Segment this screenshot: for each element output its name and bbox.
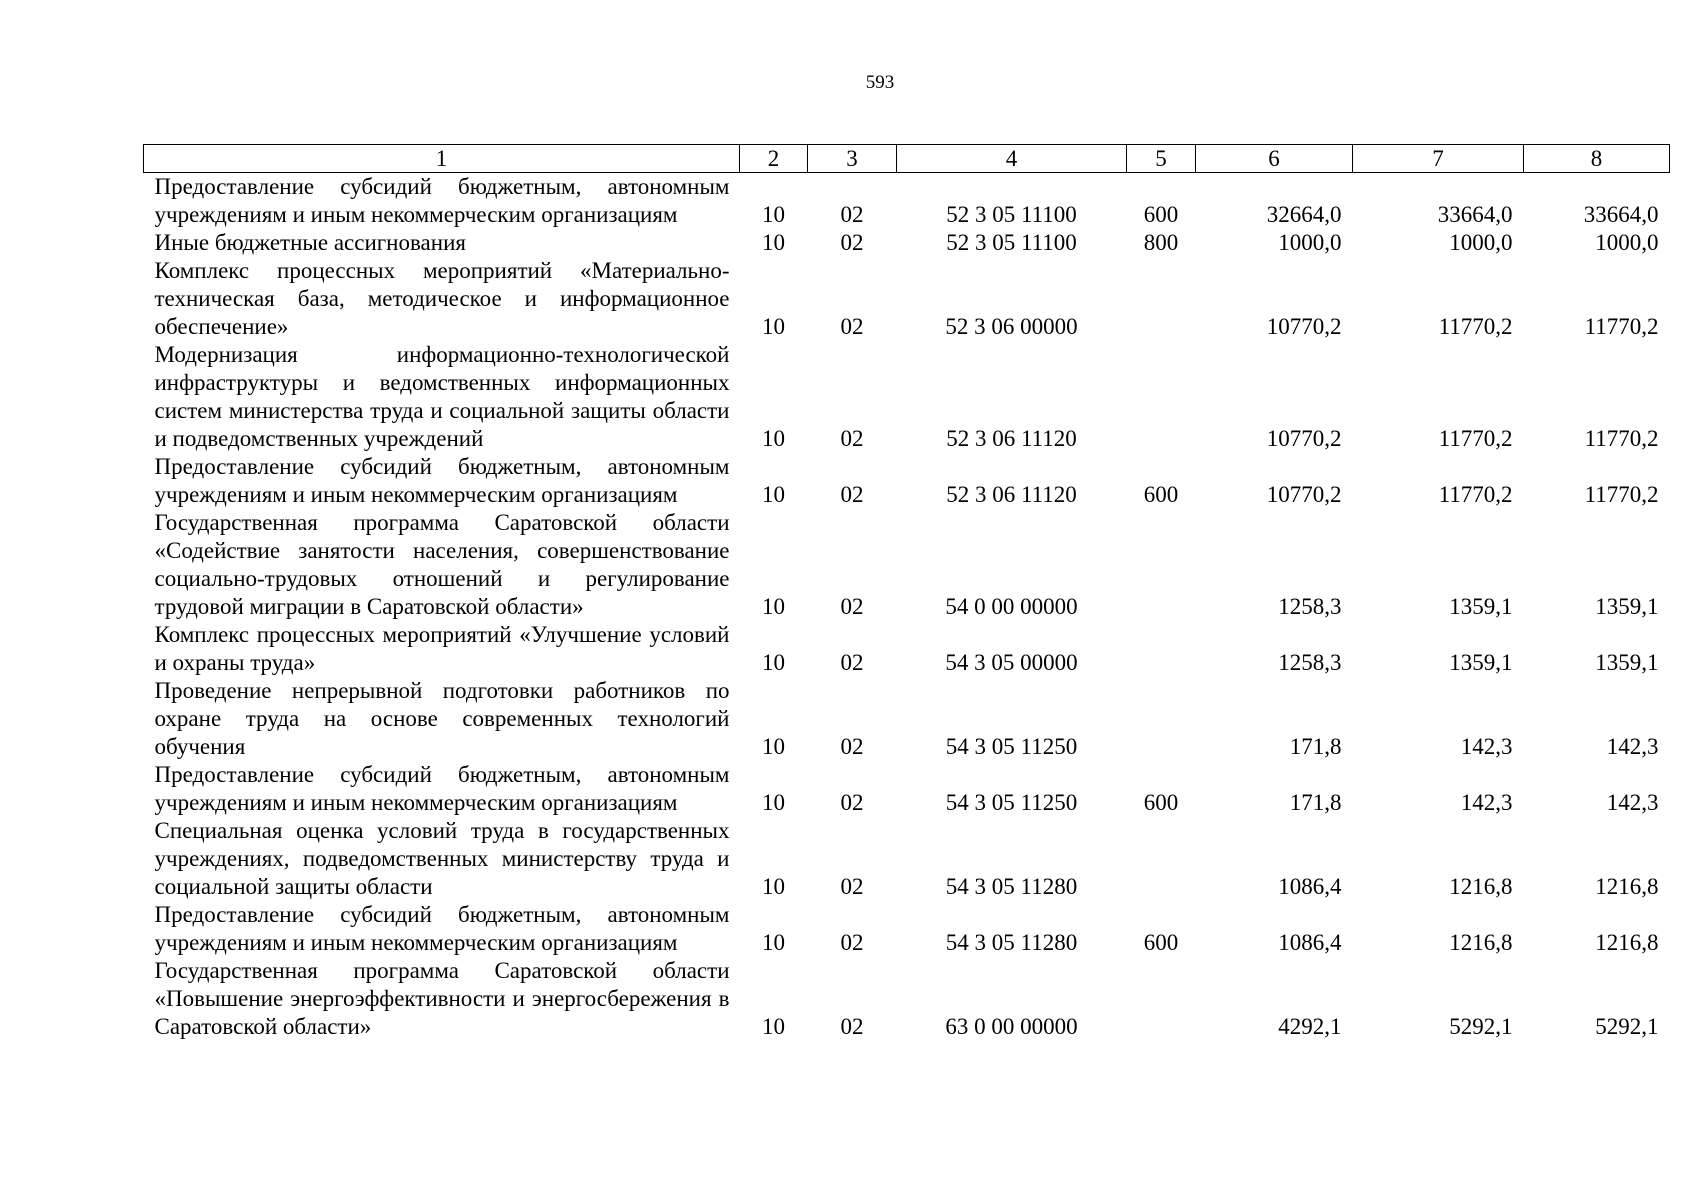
row-value-year-1: 1000,0 [1278, 230, 1342, 255]
row-value-year-1: 1258,3 [1278, 594, 1342, 619]
row-value-year-3: 33664,0 [1583, 202, 1659, 227]
row-value-year-3: 11770,2 [1584, 482, 1659, 507]
row-value-year-2: 11770,2 [1438, 426, 1513, 451]
row-expense-type: 600 [1143, 790, 1179, 815]
row-expense-type [1127, 677, 1196, 761]
row-name: Комплекс процессных мероприятий «Улучшение условий и охраны труда» [154, 622, 730, 675]
row-value-year-1: 10770,2 [1266, 482, 1342, 507]
row-target-article: 52 3 06 11120 [946, 426, 1077, 451]
table-row [144, 341, 1670, 453]
header-col-4: 4 [897, 145, 1127, 173]
header-col-7: 7 [1353, 145, 1524, 173]
row-section-code: 10 [762, 230, 785, 255]
row-value-year-2: 142,3 [1460, 734, 1513, 759]
row-value-year-2: 11770,2 [1438, 314, 1513, 339]
table-row [144, 257, 1670, 341]
row-section-code: 10 [762, 650, 785, 675]
table-row [144, 229, 1670, 257]
page-number: 593 [865, 72, 895, 93]
row-value-year-3: 5292,1 [1595, 1014, 1659, 1039]
row-target-article: 54 0 00 00000 [945, 594, 1078, 619]
row-subsection-code: 02 [840, 426, 864, 451]
row-value-year-1: 4292,1 [1278, 1014, 1342, 1039]
row-section-code: 10 [762, 874, 785, 899]
table-row [144, 453, 1670, 509]
header-col-6: 6 [1196, 145, 1353, 173]
row-value-year-2: 33664,0 [1437, 202, 1513, 227]
row-expense-type [1127, 341, 1196, 453]
row-value-year-2: 1359,1 [1449, 650, 1513, 675]
row-subsection-code: 02 [840, 734, 864, 759]
row-value-year-1: 1258,3 [1278, 650, 1342, 675]
row-name: Государственная программа Саратовской области «Повышение энергоэффективности и энергосбережения в Саратовской области» [154, 958, 730, 1039]
row-subsection-code: 02 [840, 790, 864, 815]
table-row [144, 817, 1670, 901]
budget-table [143, 144, 1670, 1041]
row-name: Государственная программа Саратовской области «Содействие занятости населения, совершенствование социально-трудовых отношений и регулирование трудовой миграции в Саратовской области» [154, 510, 730, 619]
table-body [144, 173, 1670, 1042]
row-expense-type [1127, 257, 1196, 341]
table-row [144, 957, 1670, 1041]
row-value-year-2: 5292,1 [1449, 1014, 1513, 1039]
row-section-code: 10 [762, 1014, 785, 1039]
row-value-year-1: 10770,2 [1266, 314, 1342, 339]
header-col-8: 8 [1524, 145, 1670, 173]
row-value-year-3: 11770,2 [1584, 314, 1659, 339]
table-row [144, 621, 1670, 677]
row-value-year-1: 1086,4 [1278, 874, 1342, 899]
row-value-year-3: 142,3 [1606, 790, 1659, 815]
row-target-article: 52 3 06 11120 [946, 482, 1077, 507]
row-expense-type [1127, 509, 1196, 621]
row-target-article: 54 3 05 11280 [945, 874, 1078, 899]
header-col-1: 1 [144, 145, 740, 173]
row-subsection-code: 02 [840, 650, 864, 675]
row-value-year-2: 1216,8 [1449, 930, 1513, 955]
table-row [144, 761, 1670, 817]
row-value-year-2: 11770,2 [1438, 482, 1513, 507]
row-section-code: 10 [762, 930, 785, 955]
row-expense-type [1127, 957, 1196, 1041]
row-target-article: 54 3 05 11250 [945, 790, 1078, 815]
row-value-year-3: 1216,8 [1595, 874, 1659, 899]
table-header [144, 145, 1670, 173]
row-value-year-1: 32664,0 [1266, 202, 1342, 227]
row-value-year-3: 1216,8 [1595, 930, 1659, 955]
row-section-code: 10 [762, 734, 785, 759]
header-col-3: 3 [808, 145, 897, 173]
row-subsection-code: 02 [840, 202, 864, 227]
row-subsection-code: 02 [840, 594, 864, 619]
row-expense-type: 800 [1143, 230, 1179, 255]
row-value-year-3: 1359,1 [1595, 650, 1659, 675]
row-subsection-code: 02 [840, 230, 864, 255]
row-target-article: 63 0 00 00000 [945, 1014, 1078, 1039]
row-name: Проведение непрерывной подготовки работников по охране труда на основе современных технологий обучения [154, 678, 730, 759]
row-section-code: 10 [762, 790, 785, 815]
row-expense-type: 600 [1143, 930, 1179, 955]
row-name: Предоставление субсидий бюджетным, автономным учреждениям и иным некоммерческим организациям [154, 454, 730, 507]
row-section-code: 10 [762, 314, 785, 339]
table-row [144, 509, 1670, 621]
row-name: Иные бюджетные ассигнования [154, 230, 466, 255]
row-target-article: 52 3 06 00000 [945, 314, 1078, 339]
table-row [144, 173, 1670, 230]
row-name: Предоставление субсидий бюджетным, автономным учреждениям и иным некоммерческим организациям [154, 902, 730, 955]
row-name: Предоставление субсидий бюджетным, автономным учреждениям и иным некоммерческим организациям [154, 762, 730, 815]
row-name: Специальная оценка условий труда в государственных учреждениях, подведомственных министерству труда и социальной защиты области [154, 818, 730, 899]
row-value-year-3: 1359,1 [1595, 594, 1659, 619]
header-row [144, 145, 1670, 173]
row-value-year-3: 11770,2 [1584, 426, 1659, 451]
row-expense-type: 600 [1143, 482, 1179, 507]
row-subsection-code: 02 [840, 930, 864, 955]
row-target-article: 52 3 05 11100 [946, 230, 1077, 255]
row-subsection-code: 02 [840, 314, 864, 339]
row-section-code: 10 [762, 482, 785, 507]
table-row [144, 677, 1670, 761]
row-subsection-code: 02 [840, 1014, 864, 1039]
row-expense-type [1127, 817, 1196, 901]
row-value-year-1: 10770,2 [1266, 426, 1342, 451]
row-expense-type: 600 [1143, 202, 1179, 227]
row-section-code: 10 [762, 426, 785, 451]
row-target-article: 54 3 05 00000 [945, 650, 1078, 675]
header-col-2: 2 [740, 145, 808, 173]
row-target-article: 54 3 05 11250 [945, 734, 1078, 759]
row-value-year-1: 171,8 [1289, 734, 1342, 759]
row-subsection-code: 02 [840, 874, 864, 899]
row-value-year-1: 171,8 [1289, 790, 1342, 815]
header-col-5: 5 [1127, 145, 1196, 173]
row-value-year-3: 1000,0 [1595, 230, 1659, 255]
row-value-year-2: 1216,8 [1449, 874, 1513, 899]
row-name: Предоставление субсидий бюджетным, автономным учреждениям и иным некоммерческим организациям [154, 174, 730, 227]
row-section-code: 10 [762, 594, 785, 619]
row-value-year-2: 142,3 [1460, 790, 1513, 815]
row-value-year-1: 1086,4 [1278, 930, 1342, 955]
row-section-code: 10 [762, 202, 785, 227]
row-value-year-2: 1359,1 [1449, 594, 1513, 619]
row-value-year-2: 1000,0 [1449, 230, 1513, 255]
row-name: Модернизация информационно-технологической инфраструктуры и ведомственных информационных систем министерства труда и социальной защиты области и подведомственных учреждений [154, 342, 730, 451]
row-subsection-code: 02 [840, 482, 864, 507]
row-value-year-3: 142,3 [1606, 734, 1659, 759]
row-expense-type [1127, 621, 1196, 677]
row-target-article: 52 3 05 11100 [946, 202, 1077, 227]
table-row [144, 901, 1670, 957]
row-target-article: 54 3 05 11280 [945, 930, 1078, 955]
row-name: Комплекс процессных мероприятий «Материально-техническая база, методическое и информационное обеспечение» [154, 258, 730, 339]
